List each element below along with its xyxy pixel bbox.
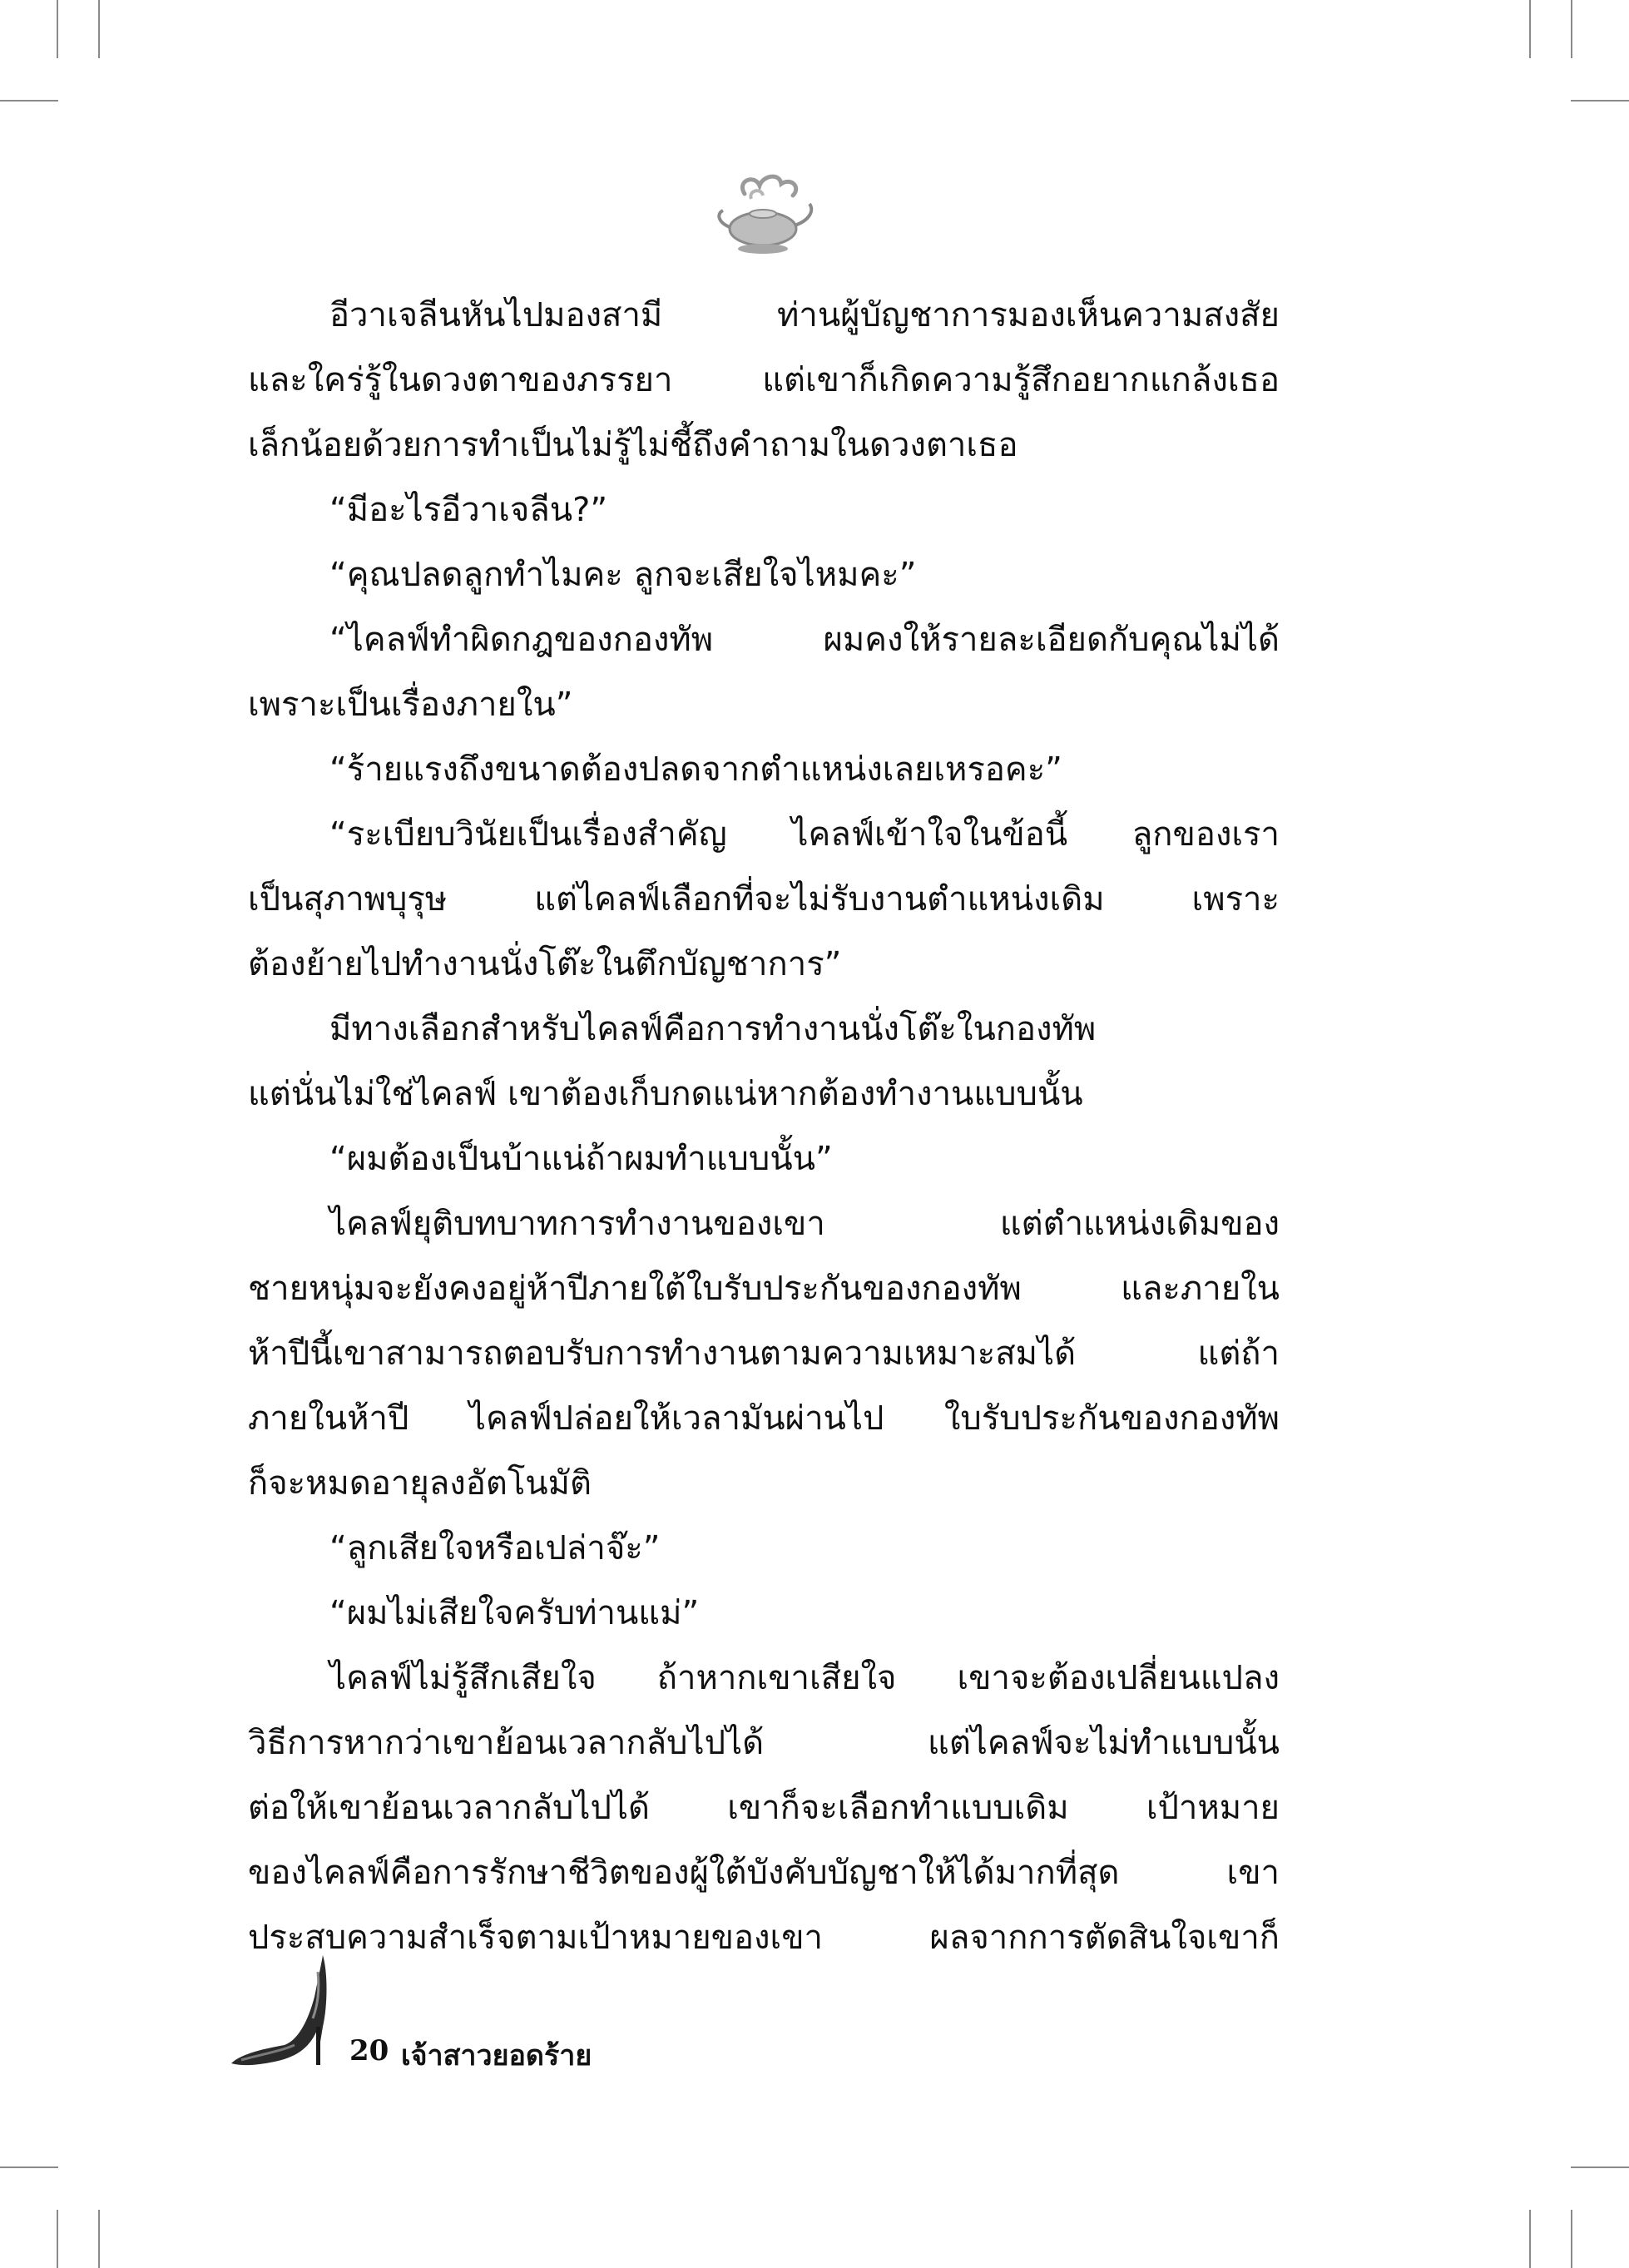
crop-mark-bottom-right-v2 bbox=[1571, 2210, 1572, 2268]
text-line: ก็จะหมดอายุลงอัตโนมัติ bbox=[248, 1464, 592, 1503]
crop-mark-top-right-v1 bbox=[1529, 0, 1531, 58]
text-line: อีวาเจลีนหันไปมองสามี ท่านผู้บัญชาการมองเห็นความสงสัย bbox=[329, 296, 1280, 334]
page-footer bbox=[225, 1947, 807, 2072]
text-line: ภายในห้าปี ไคลฟ์ปล่อยให้เวลามันผ่านไป ใบรับประกันของกองทัพ bbox=[248, 1399, 1280, 1438]
text-line: ประสบความสำเร็จตามเป้าหมายของเขา ผลจากการตัดสินใจเขาก็ bbox=[248, 1919, 1280, 1957]
text-line: ไคลฟ์ยุติบทบาทการทำงานของเขา แต่ตำแหน่งเดิมของ bbox=[329, 1205, 1280, 1243]
text-line: “ลูกเสียใจหรือเปล่าจ๊ะ” bbox=[329, 1529, 661, 1567]
text-line: เล็กน้อยด้วยการทำเป็นไม่รู้ไม่ชี้ถึงคำถามในดวงตาเธอ bbox=[248, 426, 1018, 464]
text-line: “ร้ายแรงถึงขนาดต้องปลดจากตำแหน่งเลยเหรอคะ” bbox=[329, 750, 1062, 789]
text-line: “ผมต้องเป็นบ้าแน่ถ้าผมทำแบบนั้น” bbox=[329, 1140, 833, 1178]
text-line: และใคร่รู้ในดวงตาของภรรยา แต่เขาก็เกิดความรู้สึกอยากแกล้งเธอ bbox=[248, 361, 1280, 399]
crop-mark-top-right-h bbox=[1571, 100, 1629, 102]
crop-mark-top-left-v1 bbox=[57, 0, 58, 58]
text-line: ห้าปีนี้เขาสามารถตอบรับการทำงานตามความเหมาะสมได้ แต่ถ้า bbox=[248, 1335, 1280, 1373]
crop-mark-bottom-left-v1 bbox=[57, 2210, 58, 2268]
text-line: “มีอะไรอีวาเจลีน?” bbox=[329, 491, 608, 529]
text-line: ไคลฟ์ไม่รู้สึกเสียใจ ถ้าหากเขาเสียใจ เขาจะต้องเปลี่ยนแปลง bbox=[329, 1659, 1280, 1697]
text-line: ของไคลฟ์คือการรักษาชีวิตของผู้ใต้บังคับบัญชาให้ได้มากที่สุด เขา bbox=[248, 1854, 1280, 1892]
text-line: “ระเบียบวินัยเป็นเรื่องสำคัญ ไคลฟ์เข้าใจในข้อนี้ ลูกของเรา bbox=[329, 815, 1280, 854]
teapot-steam-icon bbox=[711, 171, 819, 262]
text-line: “คุณปลดลูกทำไมคะ ลูกจะเสียใจไหมคะ” bbox=[329, 556, 917, 594]
text-line: “ไคลฟ์ทำผิดกฎของกองทัพ ผมคงให้รายละเอียดกับคุณไม่ได้ bbox=[329, 621, 1280, 659]
text-line: แต่นั่นไม่ใช่ไคลฟ์ เขาต้องเก็บกดแน่หากต้องทำงานแบบนั้น bbox=[248, 1075, 1083, 1113]
text-line: ต้องย้ายไปทำงานนั่งโต๊ะในตึกบัญชาการ” bbox=[248, 945, 842, 983]
text-line: ชายหนุ่มจะยังคงอยู่ห้าปีภายใต้ใบรับประกันของกองทัพ และภายใน bbox=[248, 1270, 1280, 1308]
crop-mark-bottom-right-h bbox=[1571, 2166, 1629, 2168]
text-line: เป็นสุภาพบุรุษ แต่ไคลฟ์เลือกที่จะไม่รับงานตำแหน่งเดิม เพราะ bbox=[248, 880, 1280, 919]
text-line: วิธีการหากว่าเขาย้อนเวลากลับไปได้ แต่ไคลฟ์จะไม่ทำแบบนั้น bbox=[248, 1724, 1280, 1762]
crop-mark-bottom-right-v1 bbox=[1529, 2210, 1531, 2268]
page-number: 20 bbox=[349, 2034, 389, 2067]
text-line: “ผมไม่เสียใจครับท่านแม่” bbox=[329, 1594, 700, 1632]
high-heel-shoe-icon bbox=[225, 1947, 333, 2072]
crop-mark-top-right-v2 bbox=[1571, 0, 1572, 58]
text-line: เพราะเป็นเรื่องภายใน” bbox=[248, 686, 573, 724]
body-text bbox=[248, 283, 1280, 1970]
book-title: เจ้าสาวยอดร้าย bbox=[401, 2039, 592, 2072]
text-line: ต่อให้เขาย้อนเวลากลับไปได้ เขาก็จะเลือกทำแบบเดิม เป้าหมาย bbox=[248, 1789, 1280, 1827]
crop-mark-top-left-h bbox=[0, 100, 58, 102]
crop-mark-bottom-left-h bbox=[0, 2166, 58, 2168]
crop-mark-bottom-left-v2 bbox=[98, 2210, 100, 2268]
crop-mark-top-left-v2 bbox=[98, 0, 100, 58]
text-line: มีทางเลือกสำหรับไคลฟ์คือการทำงานนั่งโต๊ะในกองทัพ bbox=[329, 1010, 1097, 1048]
